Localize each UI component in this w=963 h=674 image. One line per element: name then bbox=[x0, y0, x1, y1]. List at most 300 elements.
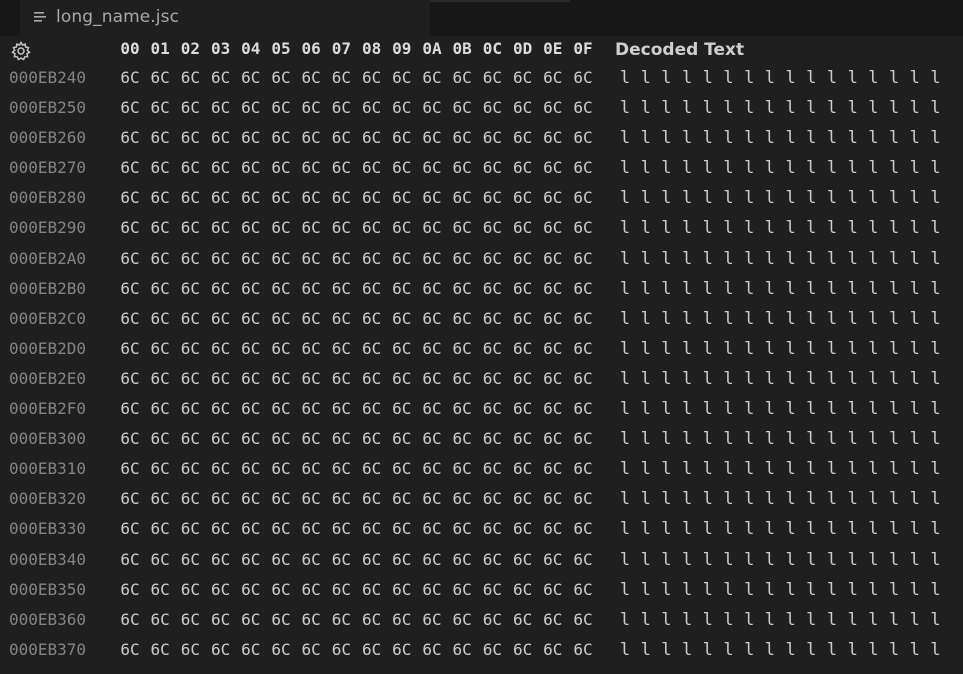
hex-byte[interactable]: 6C bbox=[422, 489, 442, 509]
decoded-char[interactable]: l bbox=[847, 489, 858, 510]
hex-byte[interactable]: 6C bbox=[210, 128, 231, 148]
decoded-char[interactable]: l bbox=[723, 399, 734, 420]
hex-byte[interactable]: 6C bbox=[482, 68, 503, 87]
decoded-char[interactable]: l bbox=[723, 459, 734, 480]
hex-byte[interactable]: 6C bbox=[180, 158, 201, 178]
decoded-char[interactable]: l bbox=[661, 218, 672, 239]
hex-byte[interactable]: 6C bbox=[422, 278, 442, 298]
hex-byte[interactable]: 6C bbox=[543, 68, 563, 87]
hex-byte[interactable]: 6C bbox=[301, 308, 321, 328]
hex-byte[interactable]: 6C bbox=[482, 368, 503, 388]
decoded-char[interactable]: l bbox=[930, 459, 941, 480]
decoded-char[interactable]: l bbox=[868, 489, 879, 510]
decoded-char[interactable]: l bbox=[930, 429, 941, 450]
hex-byte[interactable]: 6C bbox=[271, 278, 291, 298]
decoded-char[interactable]: l bbox=[744, 218, 755, 239]
hex-byte[interactable]: 6C bbox=[210, 98, 231, 118]
hex-byte[interactable]: 6C bbox=[512, 128, 533, 148]
hex-byte[interactable]: 6C bbox=[361, 98, 382, 118]
hex-byte[interactable]: 6C bbox=[180, 429, 201, 449]
hex-byte[interactable]: 6C bbox=[512, 248, 533, 268]
decoded-char[interactable]: l bbox=[681, 519, 693, 540]
hex-byte[interactable]: 6C bbox=[482, 519, 503, 539]
hex-byte[interactable]: 6C bbox=[482, 549, 503, 569]
hex-byte[interactable]: 6C bbox=[422, 338, 442, 358]
decoded-char[interactable]: l bbox=[764, 519, 776, 540]
hex-byte[interactable]: 6C bbox=[392, 218, 412, 238]
decoded-char[interactable]: l bbox=[661, 549, 672, 570]
decoded-char[interactable]: l bbox=[702, 519, 713, 540]
hex-byte[interactable]: 6C bbox=[361, 639, 382, 659]
hex-byte[interactable]: 6C bbox=[210, 429, 231, 449]
hex-byte[interactable]: 6C bbox=[241, 308, 261, 328]
hex-byte[interactable]: 6C bbox=[573, 368, 593, 388]
decoded-char[interactable]: l bbox=[888, 158, 900, 179]
hex-byte[interactable]: 6C bbox=[301, 609, 321, 629]
decoded-char[interactable]: l bbox=[661, 429, 672, 450]
decoded-char[interactable]: l bbox=[619, 399, 631, 420]
hex-byte[interactable]: 6C bbox=[392, 609, 412, 629]
decoded-char[interactable]: l bbox=[744, 308, 755, 329]
hex-byte[interactable]: 6C bbox=[512, 368, 533, 388]
hex-byte[interactable]: 6C bbox=[120, 68, 140, 87]
hex-byte[interactable]: 6C bbox=[573, 188, 593, 208]
decoded-char[interactable]: l bbox=[826, 459, 838, 480]
decoded-char[interactable]: l bbox=[826, 579, 838, 600]
hex-byte[interactable]: 6C bbox=[150, 308, 170, 328]
decoded-char[interactable]: l bbox=[764, 399, 776, 420]
decoded-char[interactable]: l bbox=[847, 639, 858, 660]
decoded-char[interactable]: l bbox=[681, 278, 693, 299]
hex-byte[interactable]: 6C bbox=[573, 248, 593, 268]
decoded-char[interactable]: l bbox=[806, 308, 817, 329]
hex-byte[interactable]: 6C bbox=[331, 68, 352, 87]
decoded-char[interactable]: l bbox=[702, 639, 713, 660]
hex-byte[interactable]: 6C bbox=[422, 459, 442, 479]
hex-byte[interactable]: 6C bbox=[361, 188, 382, 208]
hex-byte[interactable]: 6C bbox=[361, 368, 382, 388]
decoded-char[interactable]: l bbox=[619, 368, 631, 389]
decoded-char[interactable]: l bbox=[930, 549, 941, 570]
hex-byte[interactable]: 6C bbox=[331, 278, 352, 298]
hex-byte[interactable]: 6C bbox=[241, 549, 261, 569]
decoded-char[interactable]: l bbox=[744, 519, 755, 540]
hex-byte[interactable]: 6C bbox=[482, 639, 503, 659]
hex-byte[interactable]: 6C bbox=[210, 308, 231, 328]
hex-byte[interactable]: 6C bbox=[301, 188, 321, 208]
hex-byte[interactable]: 6C bbox=[301, 429, 321, 449]
hex-byte[interactable]: 6C bbox=[573, 489, 593, 509]
decoded-char[interactable]: l bbox=[619, 278, 631, 299]
decoded-char[interactable]: l bbox=[661, 489, 672, 510]
hex-byte[interactable]: 6C bbox=[422, 248, 442, 268]
decoded-char[interactable]: l bbox=[868, 278, 879, 299]
hex-byte[interactable]: 6C bbox=[120, 188, 140, 208]
hex-byte[interactable]: 6C bbox=[150, 579, 170, 599]
decoded-char[interactable]: l bbox=[723, 188, 734, 209]
decoded-char[interactable]: l bbox=[868, 98, 879, 119]
hex-byte[interactable]: 6C bbox=[120, 489, 140, 509]
hex-byte[interactable]: 6C bbox=[241, 368, 261, 388]
decoded-char[interactable]: l bbox=[930, 218, 941, 239]
decoded-char[interactable]: l bbox=[702, 489, 713, 510]
hex-byte[interactable]: 6C bbox=[512, 579, 533, 599]
decoded-char[interactable]: l bbox=[661, 158, 672, 179]
decoded-char[interactable]: l bbox=[826, 278, 838, 299]
hex-byte[interactable]: 6C bbox=[120, 98, 140, 118]
hex-byte[interactable]: 6C bbox=[301, 639, 321, 659]
decoded-char[interactable]: l bbox=[868, 338, 879, 359]
decoded-char[interactable]: l bbox=[764, 128, 776, 149]
hex-byte[interactable]: 6C bbox=[543, 579, 563, 599]
hex-byte[interactable]: 6C bbox=[392, 639, 412, 659]
decoded-char[interactable]: l bbox=[764, 188, 776, 209]
decoded-char[interactable]: l bbox=[619, 308, 631, 329]
hex-byte[interactable]: 6C bbox=[512, 549, 533, 569]
decoded-char[interactable]: l bbox=[619, 489, 631, 510]
hex-byte[interactable]: 6C bbox=[150, 98, 170, 118]
hex-byte[interactable]: 6C bbox=[150, 399, 170, 419]
decoded-char[interactable]: l bbox=[806, 158, 817, 179]
decoded-char[interactable]: l bbox=[723, 489, 734, 510]
hex-byte[interactable]: 6C bbox=[452, 399, 472, 419]
hex-byte[interactable]: 6C bbox=[150, 368, 170, 388]
decoded-char[interactable]: l bbox=[847, 519, 858, 540]
decoded-char[interactable]: l bbox=[681, 429, 693, 450]
hex-byte[interactable]: 6C bbox=[512, 308, 533, 328]
hex-byte[interactable]: 6C bbox=[512, 158, 533, 178]
decoded-char[interactable]: l bbox=[868, 218, 879, 239]
hex-byte[interactable]: 6C bbox=[271, 188, 291, 208]
hex-byte[interactable]: 6C bbox=[301, 248, 321, 268]
decoded-char[interactable]: l bbox=[723, 338, 734, 359]
hex-byte[interactable]: 6C bbox=[422, 609, 442, 629]
decoded-char[interactable]: l bbox=[661, 639, 672, 660]
hex-byte[interactable]: 6C bbox=[301, 98, 321, 118]
decoded-char[interactable]: l bbox=[702, 158, 713, 179]
hex-byte[interactable]: 6C bbox=[573, 609, 593, 629]
hex-byte[interactable]: 6C bbox=[301, 278, 321, 298]
decoded-char[interactable]: l bbox=[888, 459, 900, 480]
decoded-char[interactable]: l bbox=[619, 68, 631, 88]
hex-byte[interactable]: 6C bbox=[180, 579, 201, 599]
hex-byte[interactable]: 6C bbox=[543, 218, 563, 238]
hex-byte[interactable]: 6C bbox=[512, 519, 533, 539]
decoded-char[interactable]: l bbox=[744, 338, 755, 359]
hex-byte[interactable]: 6C bbox=[512, 429, 533, 449]
decoded-char[interactable]: l bbox=[826, 519, 838, 540]
decoded-char[interactable]: l bbox=[764, 98, 776, 119]
hex-byte[interactable]: 6C bbox=[180, 128, 201, 148]
decoded-char[interactable]: l bbox=[909, 278, 920, 299]
hex-byte[interactable]: 6C bbox=[241, 98, 261, 118]
hex-byte[interactable]: 6C bbox=[271, 489, 291, 509]
hex-byte[interactable]: 6C bbox=[573, 459, 593, 479]
decoded-char[interactable]: l bbox=[868, 368, 879, 389]
decoded-char[interactable]: l bbox=[826, 489, 838, 510]
decoded-char[interactable]: l bbox=[930, 399, 941, 420]
hex-byte[interactable]: 6C bbox=[120, 549, 140, 569]
decoded-char[interactable]: l bbox=[723, 218, 734, 239]
hex-byte[interactable]: 6C bbox=[331, 368, 352, 388]
decoded-char[interactable]: l bbox=[909, 248, 920, 269]
decoded-char[interactable]: l bbox=[930, 609, 941, 630]
hex-byte[interactable]: 6C bbox=[482, 158, 503, 178]
decoded-char[interactable]: l bbox=[702, 579, 713, 600]
decoded-char[interactable]: l bbox=[723, 278, 734, 299]
hex-byte[interactable]: 6C bbox=[512, 459, 533, 479]
hex-byte[interactable]: 6C bbox=[543, 489, 563, 509]
decoded-char[interactable]: l bbox=[847, 218, 858, 239]
hex-byte[interactable]: 6C bbox=[241, 459, 261, 479]
decoded-char[interactable]: l bbox=[702, 459, 713, 480]
hex-byte[interactable]: 6C bbox=[241, 128, 261, 148]
decoded-char[interactable]: l bbox=[744, 248, 755, 269]
hex-byte[interactable]: 6C bbox=[392, 549, 412, 569]
decoded-char[interactable]: l bbox=[806, 98, 817, 119]
hex-byte[interactable]: 6C bbox=[361, 399, 382, 419]
hex-byte[interactable]: 6C bbox=[331, 128, 352, 148]
decoded-char[interactable]: l bbox=[640, 429, 651, 450]
decoded-char[interactable]: l bbox=[723, 158, 734, 179]
decoded-char[interactable]: l bbox=[640, 128, 651, 149]
decoded-char[interactable]: l bbox=[619, 459, 631, 480]
decoded-char[interactable]: l bbox=[909, 218, 920, 239]
decoded-char[interactable]: l bbox=[640, 368, 651, 389]
decoded-char[interactable]: l bbox=[909, 368, 920, 389]
decoded-char[interactable]: l bbox=[723, 368, 734, 389]
hex-byte[interactable]: 6C bbox=[241, 188, 261, 208]
decoded-char[interactable]: l bbox=[681, 308, 693, 329]
decoded-char[interactable]: l bbox=[888, 248, 900, 269]
decoded-char[interactable]: l bbox=[930, 128, 941, 149]
decoded-char[interactable]: l bbox=[681, 188, 693, 209]
hex-byte[interactable]: 6C bbox=[331, 579, 352, 599]
decoded-char[interactable]: l bbox=[681, 128, 693, 149]
hex-byte[interactable]: 6C bbox=[301, 218, 321, 238]
decoded-char[interactable]: l bbox=[868, 639, 879, 660]
hex-byte[interactable]: 6C bbox=[180, 338, 201, 358]
hex-byte[interactable]: 6C bbox=[120, 248, 140, 268]
hex-byte[interactable]: 6C bbox=[331, 639, 352, 659]
hex-byte[interactable]: 6C bbox=[392, 128, 412, 148]
hex-byte[interactable]: 6C bbox=[543, 128, 563, 148]
hex-byte[interactable]: 6C bbox=[482, 218, 503, 238]
hex-byte[interactable]: 6C bbox=[422, 308, 442, 328]
hex-byte[interactable]: 6C bbox=[180, 639, 201, 659]
hex-byte[interactable]: 6C bbox=[241, 68, 261, 87]
decoded-char[interactable]: l bbox=[661, 579, 672, 600]
hex-byte[interactable]: 6C bbox=[331, 519, 352, 539]
hex-byte[interactable]: 6C bbox=[361, 308, 382, 328]
decoded-char[interactable]: l bbox=[619, 218, 631, 239]
hex-byte[interactable]: 6C bbox=[301, 459, 321, 479]
decoded-char[interactable]: l bbox=[868, 609, 879, 630]
hex-byte[interactable]: 6C bbox=[301, 519, 321, 539]
decoded-char[interactable]: l bbox=[888, 368, 900, 389]
decoded-char[interactable]: l bbox=[806, 609, 817, 630]
decoded-char[interactable]: l bbox=[888, 399, 900, 420]
hex-byte[interactable]: 6C bbox=[331, 158, 352, 178]
hex-byte[interactable]: 6C bbox=[180, 459, 201, 479]
hex-byte[interactable]: 6C bbox=[452, 609, 472, 629]
decoded-char[interactable]: l bbox=[681, 489, 693, 510]
decoded-char[interactable]: l bbox=[744, 128, 755, 149]
decoded-char[interactable]: l bbox=[681, 158, 693, 179]
decoded-char[interactable]: l bbox=[847, 429, 858, 450]
decoded-char[interactable]: l bbox=[681, 549, 693, 570]
hex-byte[interactable]: 6C bbox=[361, 218, 382, 238]
hex-byte[interactable]: 6C bbox=[301, 579, 321, 599]
decoded-char[interactable]: l bbox=[764, 609, 776, 630]
decoded-char[interactable]: l bbox=[826, 248, 838, 269]
hex-byte[interactable]: 6C bbox=[452, 248, 472, 268]
hex-byte[interactable]: 6C bbox=[452, 429, 472, 449]
hex-byte[interactable]: 6C bbox=[271, 98, 291, 118]
hex-byte[interactable]: 6C bbox=[180, 519, 201, 539]
hex-byte[interactable]: 6C bbox=[210, 68, 231, 87]
hex-byte[interactable]: 6C bbox=[301, 368, 321, 388]
decoded-char[interactable]: l bbox=[661, 368, 672, 389]
hex-byte[interactable]: 6C bbox=[271, 639, 291, 659]
decoded-char[interactable]: l bbox=[744, 158, 755, 179]
hex-byte[interactable]: 6C bbox=[452, 459, 472, 479]
hex-byte[interactable]: 6C bbox=[180, 248, 201, 268]
decoded-char[interactable]: l bbox=[723, 429, 734, 450]
decoded-char[interactable]: l bbox=[909, 128, 920, 149]
hex-byte[interactable]: 6C bbox=[573, 429, 593, 449]
hex-byte[interactable]: 6C bbox=[150, 218, 170, 238]
hex-byte[interactable]: 6C bbox=[180, 68, 201, 87]
hex-byte[interactable]: 6C bbox=[392, 278, 412, 298]
decoded-char[interactable]: l bbox=[826, 549, 838, 570]
decoded-char[interactable]: l bbox=[723, 68, 734, 88]
decoded-char[interactable]: l bbox=[826, 308, 838, 329]
hex-byte[interactable]: 6C bbox=[180, 218, 201, 238]
hex-byte[interactable]: 6C bbox=[452, 579, 472, 599]
decoded-char[interactable]: l bbox=[847, 188, 858, 209]
decoded-char[interactable]: l bbox=[888, 549, 900, 570]
hex-byte[interactable]: 6C bbox=[452, 489, 472, 509]
decoded-char[interactable]: l bbox=[888, 218, 900, 239]
hex-byte[interactable]: 6C bbox=[573, 639, 593, 659]
hex-byte[interactable]: 6C bbox=[512, 639, 533, 659]
hex-byte[interactable]: 6C bbox=[573, 98, 593, 118]
hex-byte[interactable]: 6C bbox=[271, 218, 291, 238]
hex-byte[interactable]: 6C bbox=[241, 639, 261, 659]
hex-byte[interactable]: 6C bbox=[331, 248, 352, 268]
decoded-char[interactable]: l bbox=[826, 609, 838, 630]
hex-byte[interactable]: 6C bbox=[210, 399, 231, 419]
hex-byte[interactable]: 6C bbox=[543, 308, 563, 328]
decoded-char[interactable]: l bbox=[868, 549, 879, 570]
hex-byte[interactable]: 6C bbox=[422, 218, 442, 238]
gear-icon[interactable] bbox=[11, 41, 31, 61]
hex-byte[interactable]: 6C bbox=[301, 68, 321, 87]
hex-byte[interactable]: 6C bbox=[210, 248, 231, 268]
decoded-char[interactable]: l bbox=[764, 549, 776, 570]
decoded-char[interactable]: l bbox=[785, 218, 796, 239]
decoded-char[interactable]: l bbox=[640, 609, 651, 630]
decoded-char[interactable]: l bbox=[640, 549, 651, 570]
hex-byte[interactable]: 6C bbox=[150, 338, 170, 358]
hex-byte[interactable]: 6C bbox=[452, 639, 472, 659]
hex-byte[interactable]: 6C bbox=[361, 609, 382, 629]
decoded-char[interactable]: l bbox=[619, 549, 631, 570]
decoded-char[interactable]: l bbox=[619, 158, 631, 179]
decoded-char[interactable]: l bbox=[806, 399, 817, 420]
hex-byte[interactable]: 6C bbox=[180, 98, 201, 118]
decoded-char[interactable]: l bbox=[640, 338, 651, 359]
decoded-char[interactable]: l bbox=[744, 639, 755, 660]
hex-byte[interactable]: 6C bbox=[241, 278, 261, 298]
hex-byte[interactable]: 6C bbox=[210, 338, 231, 358]
decoded-char[interactable]: l bbox=[744, 549, 755, 570]
decoded-char[interactable]: l bbox=[868, 429, 879, 450]
hex-byte[interactable]: 6C bbox=[120, 399, 140, 419]
decoded-char[interactable]: l bbox=[785, 519, 796, 540]
decoded-char[interactable]: l bbox=[806, 188, 817, 209]
hex-byte[interactable]: 6C bbox=[543, 98, 563, 118]
hex-byte[interactable]: 6C bbox=[482, 98, 503, 118]
decoded-char[interactable]: l bbox=[785, 158, 796, 179]
hex-byte[interactable]: 6C bbox=[120, 218, 140, 238]
hex-byte[interactable]: 6C bbox=[512, 278, 533, 298]
decoded-char[interactable]: l bbox=[806, 338, 817, 359]
decoded-char[interactable]: l bbox=[661, 609, 672, 630]
decoded-char[interactable]: l bbox=[909, 188, 920, 209]
decoded-char[interactable]: l bbox=[640, 459, 651, 480]
decoded-char[interactable]: l bbox=[640, 98, 651, 119]
hex-byte[interactable]: 6C bbox=[361, 579, 382, 599]
decoded-char[interactable]: l bbox=[888, 308, 900, 329]
hex-byte[interactable]: 6C bbox=[271, 429, 291, 449]
decoded-char[interactable]: l bbox=[702, 128, 713, 149]
decoded-char[interactable]: l bbox=[785, 579, 796, 600]
hex-byte[interactable]: 6C bbox=[422, 549, 442, 569]
decoded-char[interactable]: l bbox=[723, 519, 734, 540]
hex-byte[interactable]: 6C bbox=[422, 368, 442, 388]
decoded-char[interactable]: l bbox=[702, 188, 713, 209]
hex-byte[interactable]: 6C bbox=[331, 188, 352, 208]
decoded-char[interactable]: l bbox=[681, 218, 693, 239]
hex-byte[interactable]: 6C bbox=[452, 128, 472, 148]
hex-byte[interactable]: 6C bbox=[512, 609, 533, 629]
decoded-char[interactable]: l bbox=[909, 399, 920, 420]
hex-byte[interactable]: 6C bbox=[150, 429, 170, 449]
decoded-char[interactable]: l bbox=[661, 308, 672, 329]
decoded-char[interactable]: l bbox=[681, 338, 693, 359]
decoded-char[interactable]: l bbox=[847, 338, 858, 359]
decoded-char[interactable]: l bbox=[785, 98, 796, 119]
decoded-char[interactable]: l bbox=[764, 308, 776, 329]
decoded-char[interactable]: l bbox=[826, 98, 838, 119]
hex-byte[interactable]: 6C bbox=[120, 519, 140, 539]
hex-byte[interactable]: 6C bbox=[301, 338, 321, 358]
hex-byte[interactable]: 6C bbox=[241, 609, 261, 629]
hex-byte[interactable]: 6C bbox=[482, 188, 503, 208]
decoded-char[interactable]: l bbox=[888, 609, 900, 630]
decoded-char[interactable]: l bbox=[661, 98, 672, 119]
hex-byte[interactable]: 6C bbox=[361, 338, 382, 358]
decoded-char[interactable]: l bbox=[723, 98, 734, 119]
decoded-char[interactable]: l bbox=[681, 399, 693, 420]
decoded-char[interactable]: l bbox=[930, 519, 941, 540]
hex-byte[interactable]: 6C bbox=[150, 609, 170, 629]
decoded-char[interactable]: l bbox=[702, 549, 713, 570]
hex-byte[interactable]: 6C bbox=[482, 579, 503, 599]
decoded-char[interactable]: l bbox=[785, 368, 796, 389]
